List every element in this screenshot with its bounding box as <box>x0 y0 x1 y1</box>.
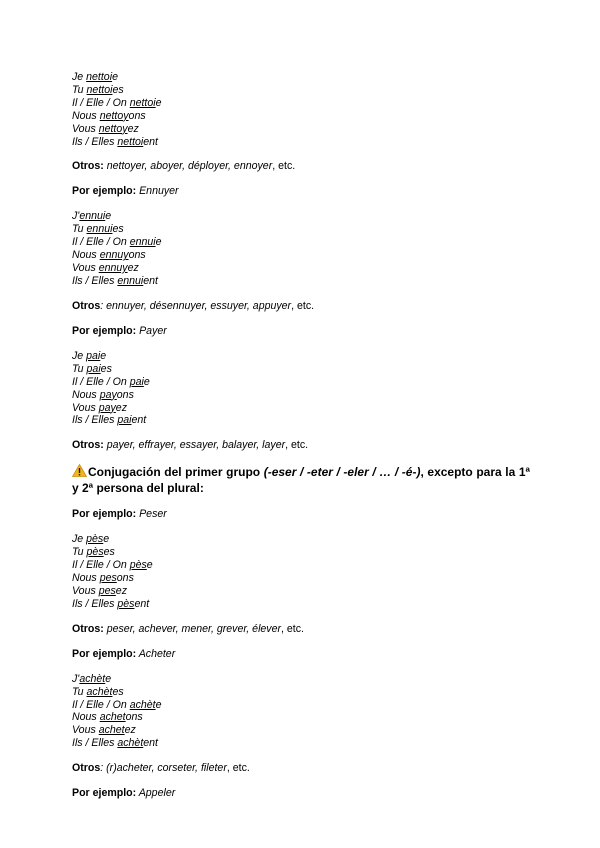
verb-text: Ils / Elles <box>72 414 118 427</box>
conjugation-line <box>72 210 530 223</box>
verb-stem: ennui <box>79 210 106 223</box>
verb-text: ent <box>143 274 158 287</box>
verb-text: ez <box>127 122 139 135</box>
example-verb: Acheter <box>136 647 176 660</box>
verb-stem: pay <box>98 401 116 414</box>
verb-text: ons <box>116 572 134 585</box>
conjugation-line <box>72 559 530 572</box>
otros-label: Otros: <box>72 439 104 452</box>
verb-stem: pes <box>98 584 116 597</box>
verb-text: ez <box>115 401 127 414</box>
conjugation-line <box>72 737 530 750</box>
conjugation-line <box>72 414 530 427</box>
verb-text: e <box>155 96 162 109</box>
verb-text: Tu <box>72 83 87 96</box>
verb-stem: nettoi <box>129 96 156 109</box>
conjugation-line <box>72 84 530 97</box>
conjugation-line <box>72 123 530 136</box>
warning-icon <box>72 464 87 477</box>
verb-text: Tu <box>72 223 87 236</box>
spacer <box>72 427 530 439</box>
otros-line <box>72 300 530 313</box>
otros-verbs: payer, effrayer, essayer, balayer, layer <box>103 439 286 452</box>
conjugation-line <box>72 673 530 686</box>
spacer <box>72 452 530 464</box>
conjugation-line <box>72 546 530 559</box>
verb-stem: pai <box>86 349 101 362</box>
conjugation-line <box>72 686 530 699</box>
otros-label: Otros <box>72 762 101 775</box>
verb-text: e <box>143 375 150 388</box>
conjugation-line <box>72 236 530 249</box>
otros-verbs: nettoyer, aboyer, déployer, ennoyer <box>103 160 273 173</box>
otros-verbs: peser, achever, mener, grever, élever <box>103 622 282 635</box>
example-line <box>72 185 530 198</box>
conjugation-line <box>72 275 530 288</box>
verb-text: Nous <box>72 249 100 262</box>
otros-etc: , etc. <box>285 439 309 452</box>
verb-text: Il / Elle / On <box>72 559 130 572</box>
spacer <box>72 198 530 210</box>
spacer <box>72 521 530 533</box>
verb-text: e <box>155 698 162 711</box>
verb-text: Vous <box>72 584 99 597</box>
verb-text: e <box>100 349 107 362</box>
otros-line <box>72 160 530 173</box>
example-label: Por ejemplo: <box>72 324 137 337</box>
heading-text: , excepto para la 1ª y 2ª persona del plural: <box>72 465 530 496</box>
verb-text: e <box>105 210 112 223</box>
verb-text: Tu <box>72 362 87 375</box>
verb-stem: achet <box>99 711 126 724</box>
otros-label: Otros: <box>72 622 104 635</box>
verb-text: es <box>112 83 124 96</box>
example-label: Por ejemplo: <box>72 647 137 660</box>
verb-text: Je <box>72 533 87 546</box>
conjugation-line <box>72 262 530 275</box>
conjugation-line <box>72 249 530 262</box>
verb-stem: achet <box>98 724 125 737</box>
conjugation-table <box>72 210 530 287</box>
verb-text: Ils / Elles <box>72 135 118 148</box>
spacer <box>72 313 530 325</box>
spacer <box>72 661 530 673</box>
verb-stem: achèt <box>129 698 156 711</box>
verb-stem: ennuy <box>99 249 129 262</box>
verb-stem: ennui <box>86 223 113 236</box>
verb-text: ent <box>143 135 158 148</box>
verb-stem: pai <box>129 375 144 388</box>
spacer <box>72 611 530 623</box>
example-verb: Ennuyer <box>136 185 179 198</box>
spacer <box>72 338 530 350</box>
conjugation-line <box>72 389 530 402</box>
verb-text: ent <box>134 597 150 610</box>
verb-stem: pès <box>86 546 104 559</box>
otros-label: Otros: <box>72 160 104 173</box>
verb-text: Je <box>72 71 87 83</box>
verb-stem: ennui <box>117 274 144 287</box>
conjugation-line <box>72 598 530 611</box>
verb-text: J' <box>72 672 80 685</box>
verb-stem: achèt <box>86 685 113 698</box>
otros-etc: , etc. <box>281 622 304 635</box>
verb-stem: nettoi <box>86 71 113 83</box>
document-page <box>72 71 530 800</box>
conjugation-table <box>72 673 530 750</box>
conjugation-line <box>72 376 530 389</box>
conjugation-line <box>72 585 530 598</box>
spacer <box>72 496 530 508</box>
otros-label: Otros <box>72 299 101 312</box>
otros-line <box>72 623 530 636</box>
otros-verbs: : (r)acheter, corseter, fileter <box>100 762 227 775</box>
verb-text: ez <box>124 724 136 737</box>
verb-text: es <box>112 223 124 236</box>
verb-text: Ils / Elles <box>72 737 118 750</box>
verb-stem: pai <box>86 362 101 375</box>
conjugation-line <box>72 699 530 712</box>
verb-text: e <box>105 672 112 685</box>
spacer <box>72 775 530 787</box>
example-label: Por ejemplo: <box>72 185 137 198</box>
verb-stem: nettoy <box>98 122 128 135</box>
verb-text: Nous <box>72 711 100 724</box>
conjugation-line <box>72 97 530 110</box>
verb-stem: nettoy <box>99 109 129 122</box>
conjugation-line <box>72 223 530 236</box>
heading-text: Conjugación del primer grupo <box>88 465 264 480</box>
otros-line <box>72 439 530 452</box>
example-line <box>72 648 530 661</box>
verb-stem: achèt <box>117 737 144 750</box>
verb-text: Vous <box>72 122 99 135</box>
conjugation-line <box>72 402 530 415</box>
example-label: Por ejemplo: <box>72 787 137 800</box>
otros-verbs: : ennuyer, désennuyer, essuyer, appuyer <box>100 299 292 312</box>
spacer <box>72 750 530 762</box>
example-line <box>72 508 530 521</box>
otros-line <box>72 762 530 775</box>
conjugation-table <box>72 533 530 610</box>
conjugation-line <box>72 350 530 363</box>
example-line <box>72 787 530 800</box>
example-line <box>72 325 530 338</box>
verb-text: ons <box>128 109 146 122</box>
verb-text: Ils / Elles <box>72 274 118 287</box>
verb-text: Tu <box>72 546 87 559</box>
verb-text: Il / Elle / On <box>72 96 130 109</box>
verb-stem: pès <box>86 533 104 546</box>
verb-stem: ennui <box>129 236 156 249</box>
verb-stem: nettoi <box>117 135 144 148</box>
conjugation-table <box>72 71 530 148</box>
verb-text: ons <box>125 711 143 724</box>
example-verb: Payer <box>136 324 167 337</box>
verb-stem: pay <box>99 388 117 401</box>
spacer <box>72 288 530 300</box>
verb-text: Je <box>72 349 87 362</box>
verb-stem: pès <box>129 559 147 572</box>
conjugation-line <box>72 71 530 84</box>
verb-text: Nous <box>72 109 100 122</box>
verb-text: Vous <box>72 262 99 275</box>
conjugation-line <box>72 572 530 585</box>
verb-text: es <box>112 685 124 698</box>
example-verb: Appeler <box>136 787 176 800</box>
verb-stem: nettoi <box>86 83 113 96</box>
verb-text: e <box>155 236 162 249</box>
section-heading <box>72 464 530 496</box>
conjugation-line <box>72 110 530 123</box>
verb-text: e <box>112 71 118 83</box>
spacer <box>72 173 530 185</box>
verb-text: Nous <box>72 572 100 585</box>
verb-text: ons <box>128 249 146 262</box>
verb-text: Ils / Elles <box>72 597 118 610</box>
verb-stem: ennuy <box>98 262 128 275</box>
otros-etc: , etc. <box>272 160 296 173</box>
verb-text: ez <box>115 584 127 597</box>
verb-text: Il / Elle / On <box>72 236 130 249</box>
conjugation-line <box>72 724 530 737</box>
heading-text: (-eser / -eter / -eler / … / -é-) <box>263 465 421 480</box>
conjugation-line <box>72 711 530 724</box>
conjugation-line <box>72 363 530 376</box>
verb-stem: pès <box>117 597 135 610</box>
spacer <box>72 636 530 648</box>
verb-stem: pes <box>99 572 117 585</box>
verb-text: e <box>146 559 153 572</box>
verb-text: e <box>103 533 110 546</box>
conjugation-line <box>72 136 530 149</box>
verb-text: Vous <box>72 401 99 414</box>
verb-text: Il / Elle / On <box>72 375 130 388</box>
verb-stem: pai <box>117 414 132 427</box>
verb-text: es <box>103 546 115 559</box>
verb-text: Nous <box>72 388 100 401</box>
verb-text: Il / Elle / On <box>72 698 130 711</box>
conjugation-line <box>72 533 530 546</box>
example-label: Por ejemplo: <box>72 508 137 521</box>
verb-text: ent <box>131 414 147 427</box>
conjugation-table <box>72 350 530 427</box>
verb-text: ent <box>143 737 158 750</box>
verb-text: Vous <box>72 724 99 737</box>
example-verb: Peser <box>136 508 167 521</box>
verb-text: ez <box>127 262 139 275</box>
otros-etc: , etc. <box>291 299 315 312</box>
otros-etc: , etc. <box>226 762 250 775</box>
verb-text: J' <box>72 210 80 223</box>
verb-text: es <box>100 362 112 375</box>
verb-text: Tu <box>72 685 87 698</box>
spacer <box>72 148 530 160</box>
verb-text: ons <box>116 388 134 401</box>
verb-stem: achèt <box>79 672 106 685</box>
